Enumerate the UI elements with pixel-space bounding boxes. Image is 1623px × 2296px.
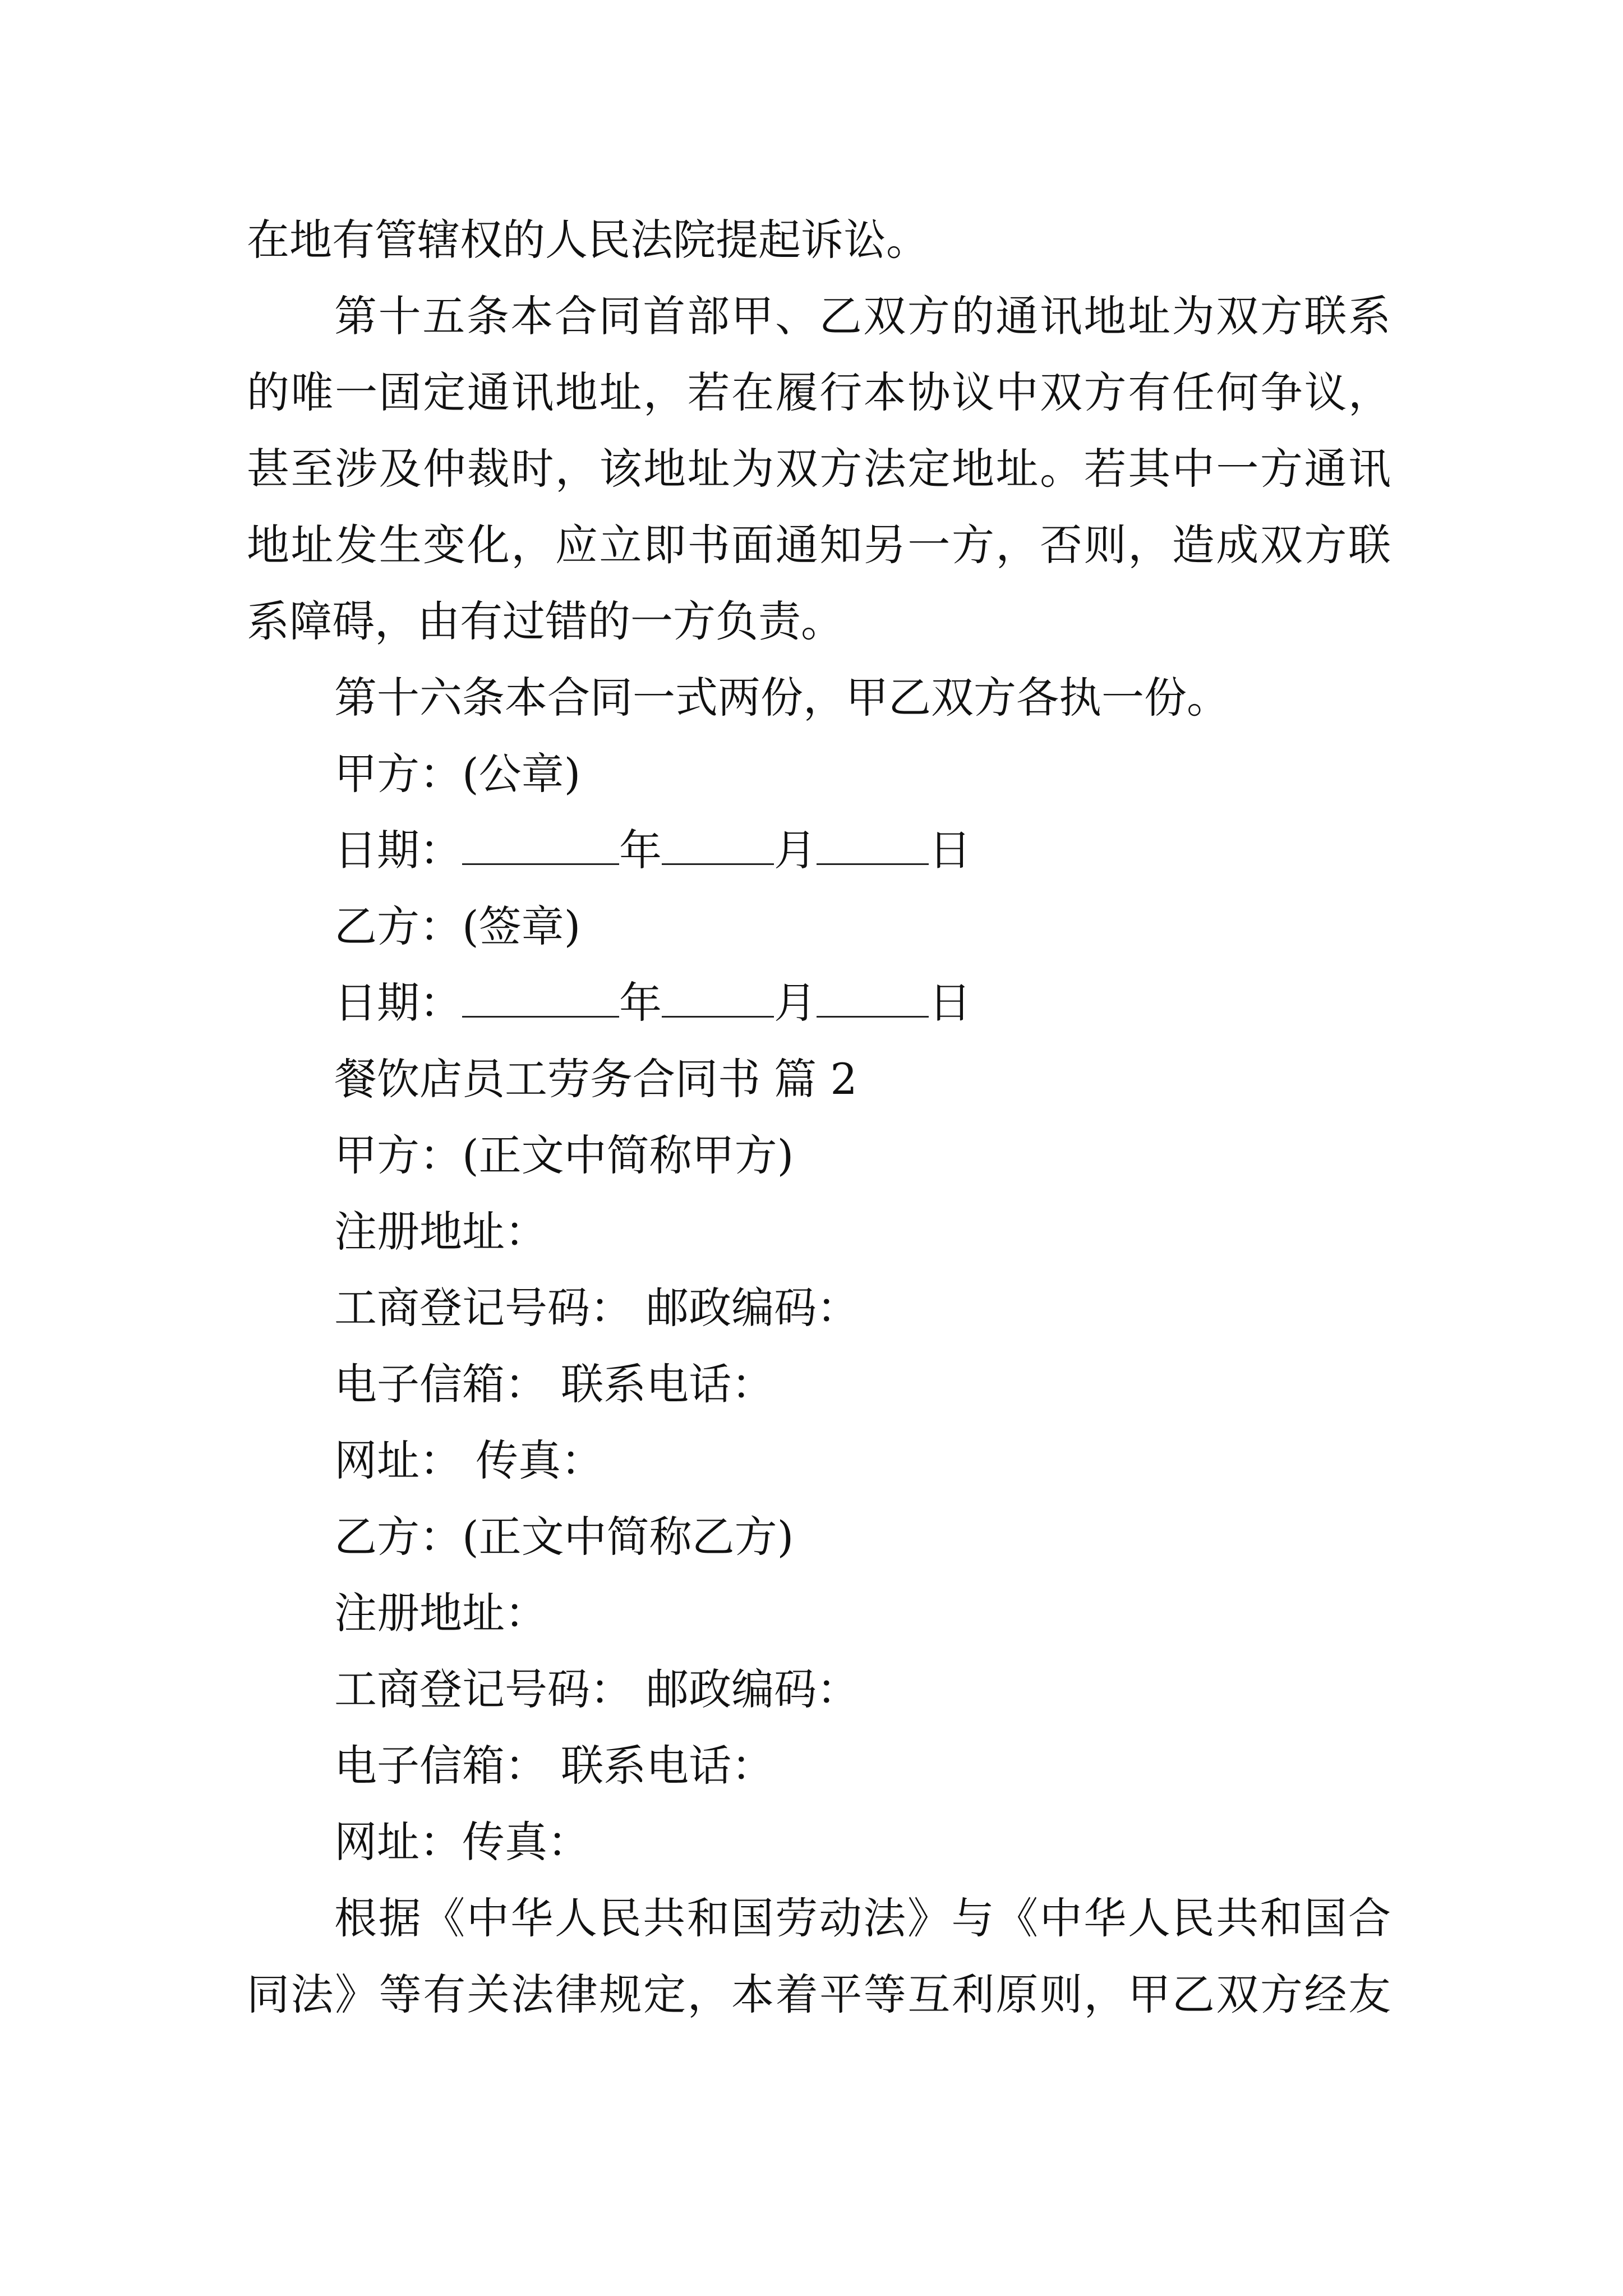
paragraph-line: 第十六条本合同一式两份，甲乙双方各执一份。: [334, 673, 1229, 723]
party-a-seal-line: 甲方：(公章): [334, 749, 581, 799]
document-body: [247, 202, 1391, 2033]
paragraph-line: 电子信箱： 联系电话：: [334, 1741, 774, 1791]
paragraph-line: 系障碍，由有过错的一方负责。: [247, 596, 843, 646]
month-label: 月: [774, 825, 817, 875]
year-label: 年: [619, 978, 662, 1028]
month-blank: [662, 982, 774, 1018]
month-label: 月: [774, 978, 817, 1028]
paragraph-line: 地址发生变化，应立即书面通知另一方，否则，造成双方联: [247, 520, 1391, 570]
paragraph-line: 甚至涉及仲裁时，该地址为双方法定地址。若其中一方通讯: [247, 444, 1391, 494]
paragraph-line: 根据《中华人民共和国劳动法》与《中华人民共和国合: [334, 1893, 1391, 1943]
section-heading: 餐饮店员工劳务合同书 篇 2: [334, 1054, 857, 1104]
year-blank: [462, 830, 619, 865]
month-blank: [662, 830, 774, 865]
paragraph-line: 网址： 传真：: [334, 1435, 604, 1485]
paragraph-line: 第十五条本合同首部甲、乙双方的通讯地址为双方联系: [334, 291, 1391, 341]
paragraph-line: 在地有管辖权的人民法院提起诉讼。: [247, 215, 929, 265]
paragraph-line: 电子信箱： 联系电话：: [334, 1359, 774, 1409]
paragraph-line: 网址：传真：: [334, 1817, 590, 1867]
paragraph-line: 同法》等有关法律规定，本着平等互利原则，甲乙双方经友: [247, 1970, 1391, 2019]
paragraph-line: 的唯一固定通讯地址，若在履行本协议中双方有任何争议，: [247, 367, 1391, 417]
party-b-seal-line: 乙方：(签章): [334, 901, 581, 951]
paragraph-line: 工商登记号码： 邮政编码：: [334, 1664, 860, 1714]
date-label: 日期：: [334, 825, 462, 875]
date-label: 日期：: [334, 978, 462, 1028]
year-blank: [462, 982, 619, 1018]
day-label: 日: [929, 825, 971, 875]
paragraph-line: 工商登记号码： 邮政编码：: [334, 1283, 860, 1333]
paragraph-line: 乙方：(正文中简称乙方): [334, 1512, 794, 1562]
day-blank: [817, 830, 929, 865]
year-label: 年: [619, 825, 662, 875]
paragraph-line: 注册地址：: [334, 1207, 547, 1257]
date-line-party-a: [247, 812, 1391, 889]
day-blank: [817, 982, 929, 1018]
day-label: 日: [929, 978, 971, 1028]
date-line-party-b: [247, 965, 1391, 1041]
paragraph-line: 甲方：(正文中简称甲方): [334, 1130, 794, 1180]
paragraph-line: 注册地址：: [334, 1588, 547, 1638]
